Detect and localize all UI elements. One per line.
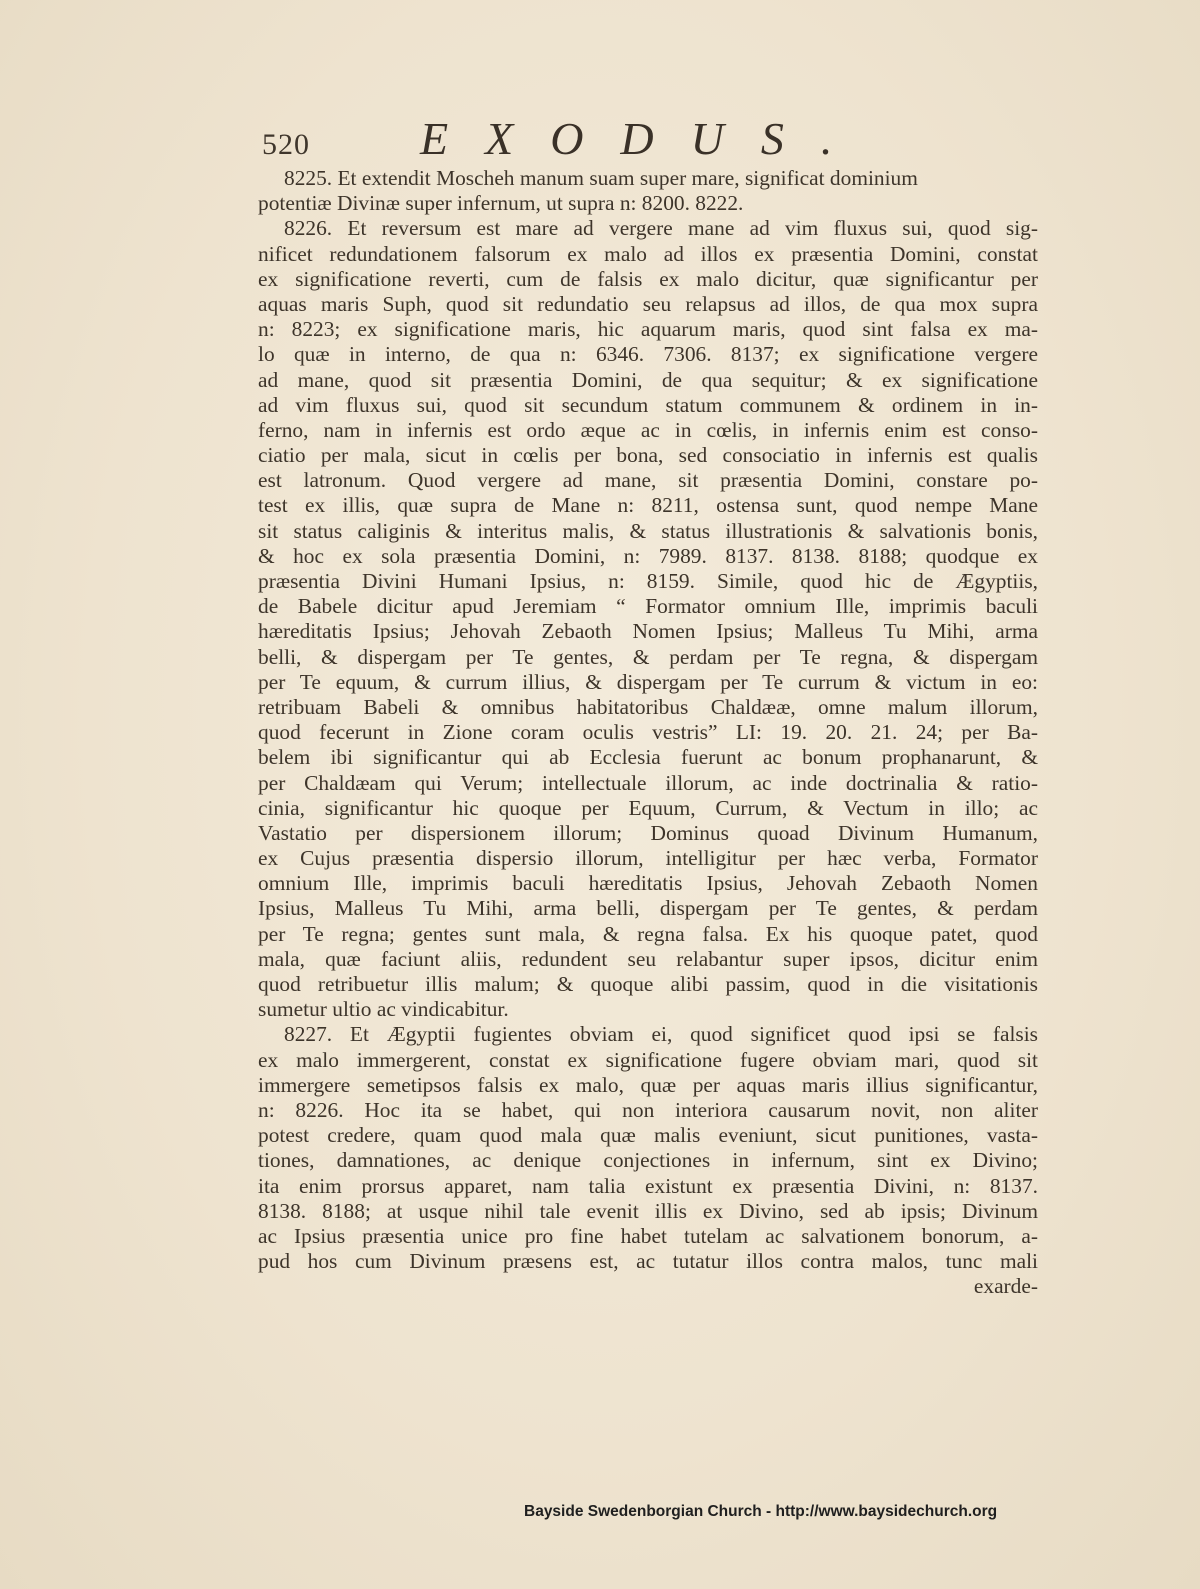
text-line: ac Ipsius præsentia unice pro fine habet tutelam ac salvationem bonorum, a- bbox=[258, 1223, 1038, 1248]
page-number: 520 bbox=[262, 128, 310, 161]
text-line: 8226. Et reversum est mare ad vergere mane ad vim fluxus sui, quod sig- bbox=[284, 216, 1038, 241]
text-line: pud hos cum Divinum præsens est, ac tutatur illos contra malos, tunc mali bbox=[258, 1249, 1038, 1274]
text-line: 8225. Et extendit Moscheh manum suam super mare, significat dominium bbox=[284, 166, 918, 190]
text-line: hæreditatis Ipsius; Jehovah Zebaoth Nomen Ipsius; Malleus Tu Mihi, arma bbox=[258, 619, 1038, 644]
page-header bbox=[262, 110, 932, 170]
text-line: de Babele dicitur apud Jeremiam “ Formator omnium Ille, imprimis baculi bbox=[258, 594, 1038, 619]
text-line: 8227. Et Ægyptii fugientes obviam ei, quod significet quod ipsi se falsis bbox=[284, 1022, 1038, 1047]
text-line: aquas maris Suph, quod sit redundatio seu relapsus ad illos, de qua mox supra bbox=[258, 291, 1038, 316]
text-line: mala, quæ faciunt aliis, redundent seu relabantur super ipsos, dicitur enim bbox=[258, 946, 1038, 971]
text-line: potentiæ Divinæ super infernum, ut supra n: 8200. 8222. bbox=[258, 191, 744, 216]
text-line: nificet redundationem falsorum ex malo ad illos ex præsentia Domini, constat bbox=[258, 241, 1038, 266]
text-line: Ipsius, Malleus Tu Mihi, arma belli, dispergam per Te gentes, & perdam bbox=[258, 896, 1038, 921]
text-line: ex Cujus præsentia dispersio illorum, intelligitur per hæc verba, Formator bbox=[258, 846, 1038, 871]
text-line: sumetur ultio ac vindicabitur. bbox=[258, 997, 509, 1022]
text-line: Vastatio per dispersionem illorum; Dominus quoad Divinum Humanum, bbox=[258, 820, 1038, 845]
text-line: per Chaldæam qui Verum; intellectuale illorum, ac inde doctrinalia & ratio- bbox=[258, 770, 1038, 795]
catchword: exarde- bbox=[973, 1274, 1038, 1299]
text-line: ferno, nam in infernis est ordo æque ac in cœlis, in infernis enim est conso- bbox=[258, 417, 1038, 442]
text-line: præsentia Divini Humani Ipsius, n: 8159. Simile, quod hic de Ægyptiis, bbox=[258, 569, 1038, 593]
text-line: 8138. 8188; at usque nihil tale evenit illis ex Divino, sed ab ipsis; Divinum bbox=[258, 1198, 1038, 1223]
text-line: ad vim fluxus sui, quod sit secundum statum communem & ordinem in in- bbox=[258, 392, 1038, 417]
text-line: ita enim prorsus apparet, nam talia existunt ex præsentia Divini, n: 8137. bbox=[258, 1173, 1038, 1198]
text-line: immergere semetipsos falsis ex malo, quæ per aquas maris illius significantur, bbox=[258, 1072, 1038, 1097]
text-line: potest credere, quam quod mala quæ malis eveniunt, sicut punitiones, vasta- bbox=[258, 1123, 1038, 1148]
text-line: omnium Ille, imprimis baculi hæreditatis Ipsius, Jehovah Zebaoth Nomen bbox=[258, 871, 1038, 896]
text-line: est latronum. Quod vergere ad mane, sit præsentia Domini, constare po- bbox=[258, 468, 1038, 493]
footer-credit: Bayside Swedenborgian Church - http://www.baysidechurch.org bbox=[524, 1503, 998, 1520]
text-line: n: 8223; ex significatione maris, hic aquarum maris, quod sint falsa ex ma- bbox=[258, 317, 1038, 342]
text-line: retribuam Babeli & omnibus habitatoribus Chaldææ, omne malum illorum, bbox=[258, 694, 1038, 719]
body-text bbox=[258, 166, 1038, 1299]
text-line: test ex illis, quæ supra de Mane n: 8211, ostensa sunt, quod nempe Mane bbox=[258, 493, 1038, 518]
text-line: lo quæ in interno, de qua n: 6346. 7306. 8137; ex significatione vergere bbox=[258, 342, 1038, 367]
text-line: ex significatione reverti, cum de falsis ex malo dicitur, quæ significantur per bbox=[258, 266, 1038, 291]
text-line: n: 8226. Hoc ita se habet, qui non interiora causarum novit, non aliter bbox=[258, 1097, 1038, 1122]
text-line: per Te equum, & currum illius, & dispergam per Te currum & victum in eo: bbox=[258, 669, 1038, 694]
text-line: ad mane, quod sit præsentia Domini, de qua sequitur; & ex significatione bbox=[258, 367, 1038, 392]
text-line: quod fecerunt in Zione coram oculis vestris” LI: 19. 20. 21. 24; per Ba- bbox=[258, 720, 1038, 745]
text-line: belli, & dispergam per Te gentes, & perdam per Te regna, & dispergam bbox=[258, 644, 1038, 669]
text-line: ciatio per mala, sicut in cœlis per bona, sed consociatio in infernis est qualis bbox=[258, 443, 1038, 468]
text-line: belem ibi significantur qui ab Ecclesia fuerunt ac bonum prophanarunt, & bbox=[258, 745, 1038, 770]
text-line: per Te regna; gentes sunt mala, & regna falsa. Ex his quoque patet, quod bbox=[258, 921, 1038, 946]
text-line: tiones, damnationes, ac denique conjectiones in infernum, sint ex Divino; bbox=[258, 1148, 1038, 1173]
running-title: EXODUS. bbox=[420, 113, 870, 164]
text-line: sit status caliginis & interitus malis, & status illustrationis & salvationis bonis, bbox=[258, 518, 1038, 543]
text-line: cinia, significantur hic quoque per Equum, Currum, & Vectum in illo; ac bbox=[258, 795, 1038, 820]
text-line: quod retribuetur illis malum; & quoque alibi passim, quod in die visitationis bbox=[258, 972, 1038, 996]
text-line: ex malo immergerent, constat ex significatione fugere obviam mari, quod sit bbox=[258, 1047, 1038, 1072]
text-line: & hoc ex sola præsentia Domini, n: 7989. 8137. 8138. 8188; quodque ex bbox=[258, 543, 1038, 568]
